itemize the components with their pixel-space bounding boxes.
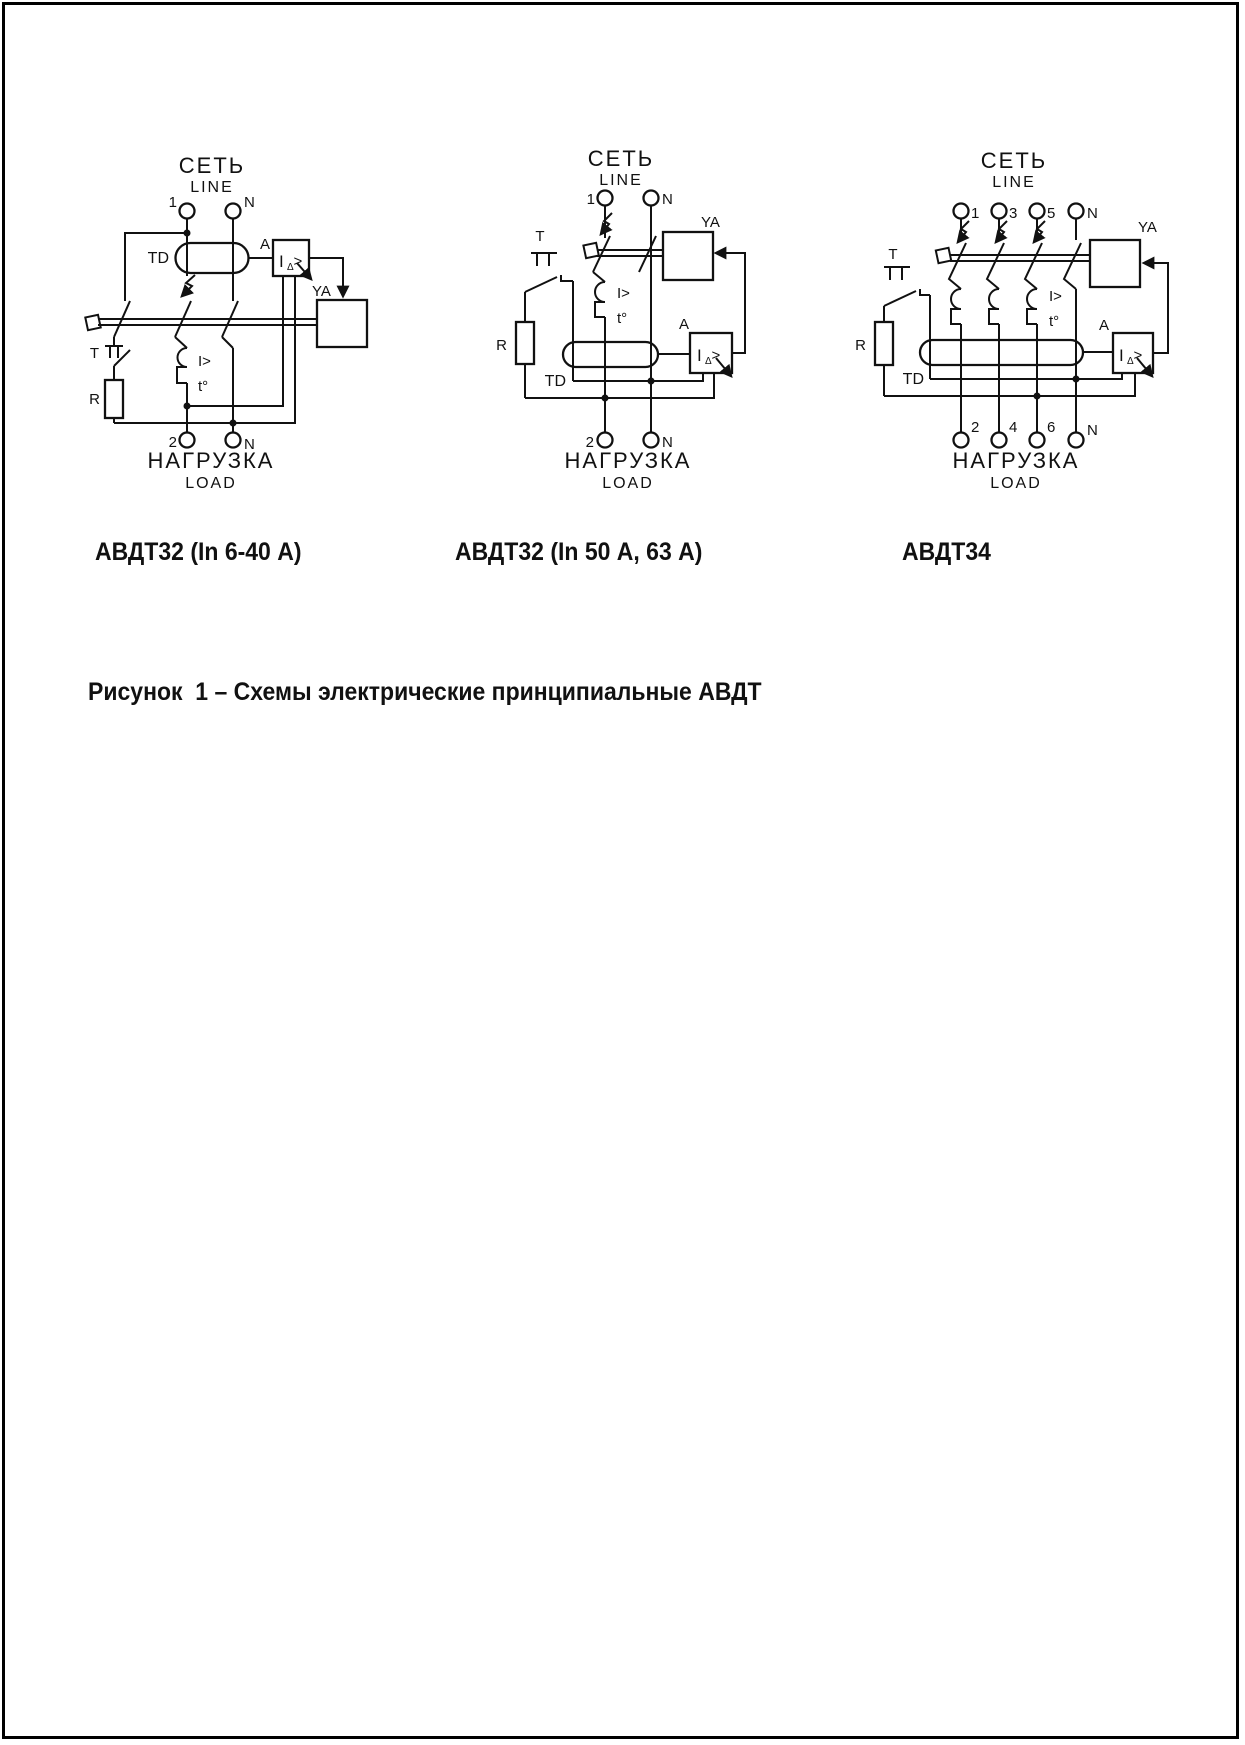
contact-pole1-link	[175, 337, 187, 348]
thermal-release-icon	[177, 367, 187, 383]
figure-caption: Рисунок 1 – Схемы электрические принципиальные АВДТ	[88, 678, 762, 706]
amp-supply-wire-2	[114, 276, 295, 423]
terminal-2-label: 2	[585, 434, 594, 451]
test-button	[90, 337, 130, 380]
resistor-label: R	[496, 337, 507, 354]
load-label-ru: НАГРУЗКА	[564, 448, 692, 473]
model-label-avdt34: АВДТ34	[902, 538, 991, 566]
junction-dot	[1073, 376, 1080, 383]
push-button-icon	[884, 267, 910, 280]
net-label-en: LINE	[992, 174, 1036, 191]
net-label-ru: СЕТЬ	[980, 148, 1048, 173]
model-label-avdt32-6-40: АВДТ32 (In 6-40 А)	[95, 538, 302, 566]
junction-dot	[648, 378, 655, 385]
terminal-n-bottom-label: N	[1087, 422, 1098, 439]
resistor-label: R	[855, 337, 866, 354]
resistor-body	[875, 322, 893, 365]
terminal-1-label: 1	[971, 205, 980, 222]
overcurrent-releases	[951, 288, 1076, 432]
differential-transformer	[148, 243, 273, 273]
test-moving-contact	[884, 291, 916, 306]
trip-coil	[1090, 219, 1157, 287]
relay-delta: Δ	[287, 262, 294, 273]
differential-transformer	[545, 342, 690, 390]
load-label-ru: НАГРУЗКА	[147, 448, 275, 473]
relay-i: I	[697, 346, 702, 365]
amplifier-label: A	[678, 316, 690, 333]
terminal-1-label: 1	[168, 194, 177, 211]
junction-dot	[602, 395, 609, 402]
thermal-label: t°	[617, 310, 628, 327]
load-label-en: LOAD	[185, 475, 237, 492]
terminal-n-top-label: N	[244, 194, 255, 211]
diagram-avdt34	[760, 120, 1180, 500]
test-resistor	[855, 306, 893, 396]
terminal-4-label: 4	[1009, 419, 1018, 436]
relay-delta: Δ	[705, 356, 712, 367]
terminal-2	[598, 433, 613, 448]
net-label-en: LINE	[599, 172, 643, 189]
contact-pole2	[987, 243, 1004, 289]
terminal-1	[954, 204, 969, 219]
contact-n	[1064, 243, 1081, 289]
td-label: TD	[902, 371, 924, 388]
release-flash-icon	[601, 213, 612, 234]
test-moving-contact	[525, 277, 557, 292]
overcurrent-label: I>	[198, 353, 211, 370]
top-terminals	[169, 194, 255, 219]
resistor-label: R	[89, 391, 100, 408]
relay-delta: Δ	[1127, 356, 1134, 367]
terminal-2-label: 2	[971, 419, 980, 436]
thermal-label: t°	[198, 378, 209, 395]
release-flash-icon	[996, 221, 1007, 242]
push-button-icon	[105, 346, 123, 358]
terminal-n-bottom	[1069, 433, 1084, 448]
terminal-5-label: 5	[1047, 205, 1056, 222]
release-flash-icon	[182, 275, 195, 296]
resistor-body	[516, 322, 534, 364]
terminal-2	[954, 433, 969, 448]
terminal-n-bottom-label: N	[244, 436, 255, 453]
terminal-1	[180, 204, 195, 219]
ya-label: YA	[1138, 219, 1157, 236]
actuator-square	[85, 315, 100, 330]
terminal-n-bottom	[226, 433, 241, 448]
terminal-2	[180, 433, 195, 448]
ya-label: YA	[701, 214, 720, 231]
terminal-n-top-label: N	[1087, 205, 1098, 222]
td-label: TD	[147, 250, 169, 267]
actuator-square	[583, 243, 598, 258]
relay-gt: >	[293, 253, 303, 270]
release-flash-icon	[1034, 221, 1045, 242]
test-fixed-contact	[561, 275, 573, 281]
relay-gt: >	[711, 347, 721, 364]
wires	[125, 218, 233, 301]
terminal-n-bottom-label: N	[662, 434, 673, 451]
ya-box	[1090, 240, 1140, 287]
ya-label: YA	[312, 283, 331, 300]
top-terminals	[587, 191, 673, 209]
test-moving-contact	[114, 350, 130, 366]
terminal-1	[598, 191, 613, 206]
load-label-en: LOAD	[990, 475, 1042, 492]
overcurrent-label: I>	[617, 285, 630, 302]
test-resistor	[496, 292, 534, 398]
terminal-4	[992, 433, 1007, 448]
actuator-square	[936, 248, 951, 263]
overcurrent-release	[177, 348, 211, 395]
trip-signal-wire	[1144, 263, 1168, 353]
terminal-6	[1030, 433, 1045, 448]
amp-supply-wire-1	[930, 373, 1122, 379]
terminal-n-top	[644, 191, 659, 206]
trip-coil	[312, 283, 367, 347]
relay-i: I	[279, 252, 284, 271]
relay-gt: >	[1133, 347, 1143, 364]
release-pole2	[989, 289, 999, 432]
diagram-avdt32-50-63	[430, 120, 770, 500]
net-label-ru: СЕТЬ	[587, 146, 655, 171]
resistor-body	[105, 380, 123, 418]
terminal-3	[992, 204, 1007, 219]
thermal-release-icon	[595, 302, 605, 317]
terminal-1-label: 1	[586, 191, 595, 208]
contact-pole3	[1025, 243, 1042, 289]
diagram-avdt32-6-40	[70, 130, 380, 500]
push-button-icon	[531, 253, 557, 266]
amplifier-label: A	[1098, 317, 1110, 334]
overcurrent-label: I>	[1049, 288, 1062, 305]
toroid-td	[920, 340, 1083, 365]
contact-pole1-link	[593, 272, 605, 282]
trip-coil	[663, 214, 720, 280]
test-label: T	[89, 345, 99, 362]
terminal-2-label: 2	[168, 434, 177, 451]
load-label-ru: НАГРУЗКА	[952, 448, 1080, 473]
amplifier-label: A	[259, 236, 271, 253]
thermal-label: t°	[1049, 313, 1060, 330]
test-label: T	[888, 246, 898, 263]
test-label: T	[535, 228, 545, 245]
switch-mechanism	[936, 243, 1090, 289]
amp-supply-wire-1	[573, 373, 703, 381]
release-flash-icon	[958, 221, 969, 242]
test-button	[525, 228, 573, 381]
terminal-n-bottom	[644, 433, 659, 448]
terminal-n-top	[1069, 204, 1084, 219]
toroid-td	[563, 342, 658, 367]
release-pole3	[1027, 289, 1037, 432]
td-label: TD	[544, 373, 566, 390]
terminal-n-top	[226, 204, 241, 219]
terminal-5	[1030, 204, 1045, 219]
net-label-en: LINE	[190, 179, 234, 196]
contact-pole1	[593, 236, 610, 272]
ya-box	[663, 232, 713, 280]
net-label-ru: СЕТЬ	[178, 153, 246, 178]
ya-box	[317, 300, 367, 347]
contact-pole1	[949, 243, 966, 289]
terminal-n-top-label: N	[662, 191, 673, 208]
model-label-avdt32-50-63: АВДТ32 (In 50 А, 63 А)	[455, 538, 703, 566]
differential-transformer	[903, 340, 1113, 388]
magnetic-release-icon	[178, 348, 188, 367]
terminal-3-label: 3	[1009, 205, 1018, 222]
relay-i: I	[1119, 346, 1124, 365]
junction-dot	[1034, 393, 1041, 400]
contact-n	[639, 236, 656, 272]
test-resistor	[89, 380, 123, 423]
load-label-en: LOAD	[602, 475, 654, 492]
differential-relay	[1099, 263, 1168, 376]
contact-n-link	[222, 337, 233, 348]
magnetic-release-icon	[595, 282, 605, 302]
overcurrent-release	[595, 282, 630, 432]
release-pole1	[951, 289, 961, 432]
trip-signal-wire	[716, 253, 745, 353]
test-fixed-contact	[920, 289, 930, 295]
terminal-6-label: 6	[1047, 419, 1056, 436]
